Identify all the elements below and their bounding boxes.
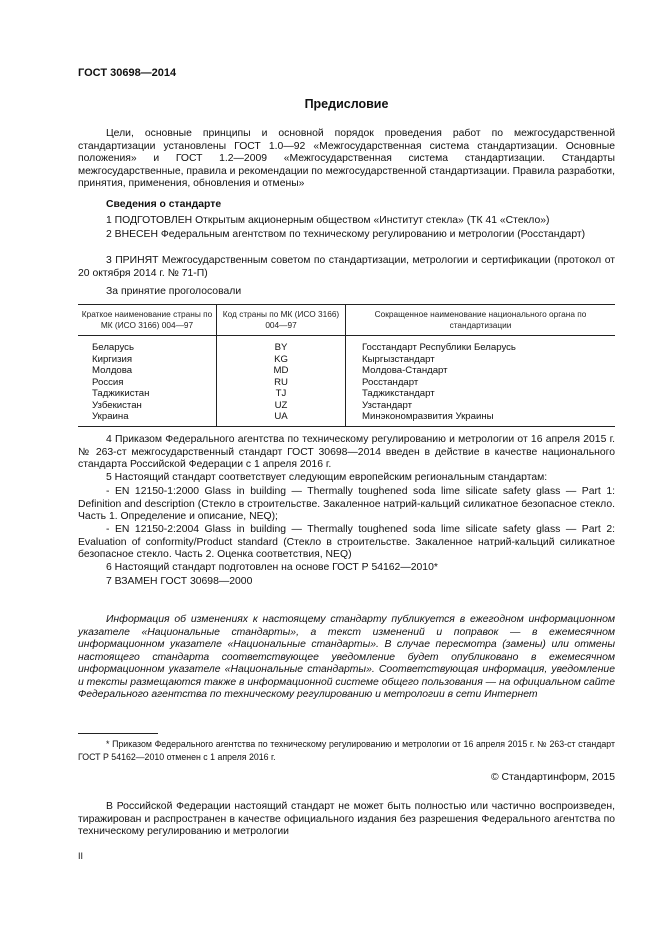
copyright-line: © Стандартинформ, 2015: [490, 772, 615, 783]
item-4: 4 Приказом Федерального агентства по техническому регулированию и метрологии от 16 апреля 2015 г. № 263-ст межгосударственный стандарт ГОСТ 30698—2014 введен в действие в качестве национального стандарта Российской Федерации с 1 апреля 2016 г.: [78, 434, 615, 470]
body-cell: Таджикстандарт: [346, 388, 616, 400]
item-5: 5 Настоящий стандарт соответствует следующим европейским региональным стандартам:: [106, 472, 548, 483]
col-header-code: Код страны по МК (ИСО 3166) 004—97: [217, 305, 346, 336]
rights-paragraph: В Российской Федерации настоящий стандарт не может быть полностью или частично воспроизведен, тиражирован и распространен в качестве официального издания без разрешения Федерального агентства по техническому регулированию и метрологии: [78, 801, 615, 837]
body-cell: Минэкономразвития Украины: [346, 411, 616, 426]
country-cell: Узбекистан: [92, 399, 142, 411]
code-cell: UA: [217, 411, 346, 426]
table-row: [78, 388, 615, 400]
country-cell: Беларусь: [92, 342, 134, 353]
table-row: [78, 354, 615, 366]
vote-caption: За принятие проголосовали: [106, 286, 242, 297]
changes-info-paragraph: Информация об изменениях к настоящему стандарту публикуется в ежегодном информационном указателе «Национальные стандарты», а текст изменений и поправок — в ежемесячном информационном указателе «Национальные стандарты». В случае пересмотра (замены) или отмены настоящего стандарта соответствующее уведомление будет опубликовано в ежемесячном информационном указателе «Национальные стандарты». Соответствующая информация, уведомление и тексты размещаются также в информационной системе общего пользования — на официальном сайте Федерального агентства по техническому регулированию и метрологии в сети Интернет: [78, 614, 615, 700]
body-cell: Узстандарт: [346, 400, 616, 412]
item-5-en-12150-2: - EN 12150-2:2004 Glass in building — Thermally toughened soda lime silicate safety glass — Part 2: Evaluation of conformity/Product standard (Стекло в строительстве. Закаленное натрий-кальций силикатное безопасное стекло. Часть 2. Оценка соответствия, NEQ): [78, 524, 615, 560]
body-cell: Молдова-Стандарт: [346, 365, 616, 377]
code-cell: RU: [217, 377, 346, 389]
member-states-table: [78, 304, 615, 427]
code-cell: MD: [217, 365, 346, 377]
body-cell: Кыргызстандарт: [346, 354, 616, 366]
page-title: Предисловие: [304, 97, 389, 111]
country-cell: Россия: [92, 376, 124, 388]
col-header-country: Краткое наименование страны по МК (ИСО 3166) 004—97: [78, 305, 217, 336]
body-cell: Росстандарт: [346, 377, 616, 389]
item-6: 6 Настоящий стандарт подготовлен на основе ГОСТ Р 54162—2010*: [106, 562, 438, 573]
table-row: [78, 400, 615, 412]
country-cell: Украина: [78, 411, 217, 426]
country-cell: Таджикистан: [92, 388, 150, 399]
item-3: 3 ПРИНЯТ Межгосударственным советом по стандартизации, метрологии и сертификации (протокол от 20 октября 2014 г. № 71-П): [78, 255, 615, 279]
code-cell: UZ: [217, 400, 346, 412]
country-cell: Киргизия: [92, 353, 133, 365]
table-row: [78, 336, 615, 354]
intro-paragraph: Цели, основные принципы и основной порядок проведения работ по межгосударственной стандартизации установлены ГОСТ 1.0—92 «Межгосударственная система стандартизации. Основные положения» и ГОСТ 1.2—2009 «Межгосударственная система стандартизации. Стандарты межгосударственные, правила и рекомендации по межгосударственной стандартизации. Правила разработки, принятия, применения, обновления и отмены»: [78, 128, 615, 189]
table-row: [78, 365, 615, 377]
item-7: 7 ВЗАМЕН ГОСТ 30698—2000: [106, 576, 253, 587]
item-2: 2 ВНЕСЕН Федеральным агентством по техническому регулированию и метрологии (Росстандарт): [106, 229, 586, 240]
item-1: 1 ПОДГОТОВЛЕН Открытым акционерным обществом «Институт стекла» (ТК 41 «Стекло»): [106, 215, 550, 226]
item-5-en-12150-1: - EN 12150-1:2000 Glass in building — Thermally toughened soda lime silicate safety glass — Part 1: Definition and description (Стекло в строительстве. Закаленное натрий-кальций силикатное безопасное стекло. Часть 1. Определение и описание, NEQ);: [78, 486, 615, 522]
footnote-divider: [78, 733, 158, 734]
country-cell: Молдова: [92, 365, 133, 376]
code-cell: KG: [217, 354, 346, 366]
code-cell: BY: [217, 336, 346, 354]
standard-code-header: ГОСТ 30698—2014: [78, 67, 177, 79]
body-cell: Госстандарт Республики Беларусь: [346, 336, 616, 354]
footnote: * Приказом Федерального агентства по техническому регулированию и метрологии от 16 апреля 2015 г. № 263-ст стандарт ГОСТ Р 54162—2010 отменен с 1 апреля 2016 г.: [78, 739, 615, 762]
table-row: [78, 377, 615, 389]
col-header-body: Сокращенное наименование национального органа по стандартизации: [346, 305, 616, 336]
table-row: [78, 411, 615, 426]
code-cell: TJ: [217, 388, 346, 400]
about-heading: Сведения о стандарте: [106, 199, 222, 210]
page-number: II: [78, 851, 84, 861]
member-states-table-wrap: [78, 304, 615, 427]
